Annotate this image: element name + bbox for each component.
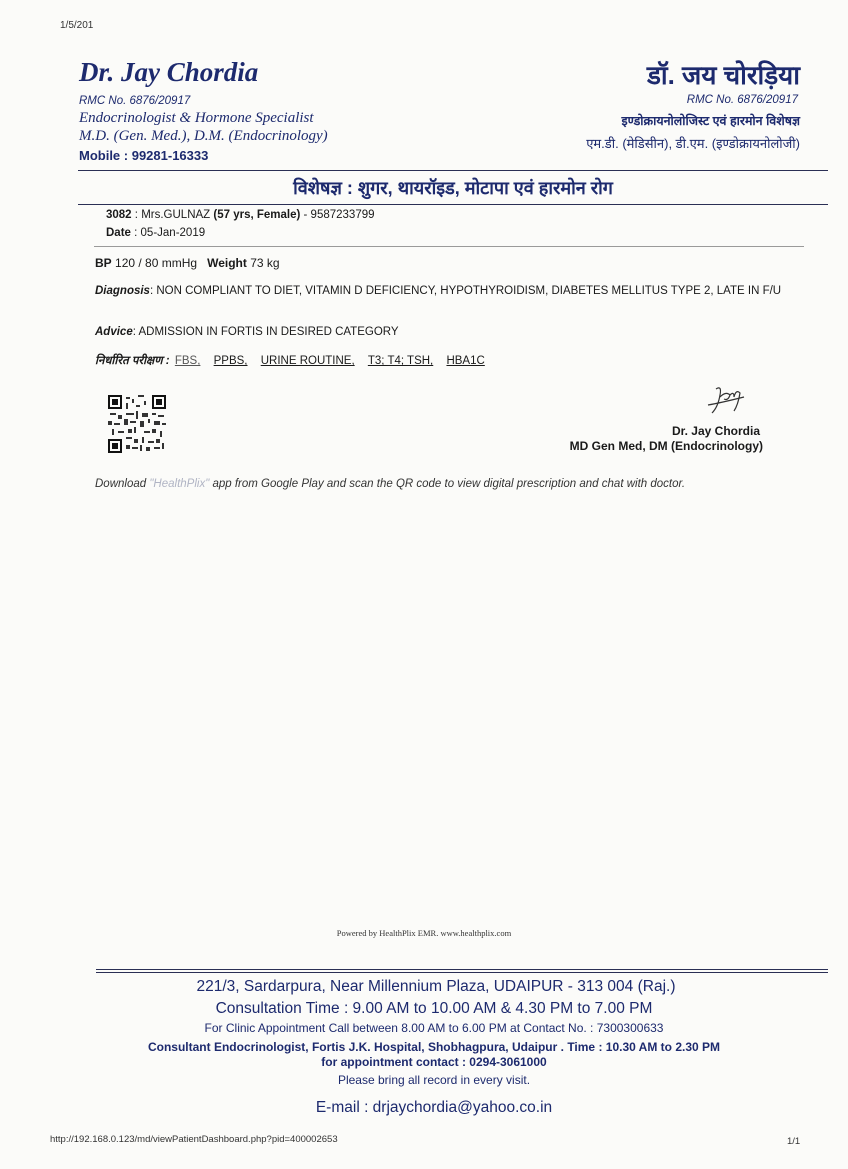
doctor-name-hindi: डॉ. जय चोरड़िया (646, 60, 800, 90)
powered-by-note: Powered by HealthPlix EMR. www.healthplix.com (336, 928, 512, 938)
signature-credentials: MD Gen Med, DM (Endocrinology) (569, 439, 763, 453)
diagnosis-block (95, 284, 800, 298)
patient-block-rule (94, 246, 804, 247)
healthplix-app-note (95, 478, 685, 490)
rmc-number-hindi-side: RMC No. 6876/20917 (686, 94, 798, 106)
tests-line (95, 353, 485, 368)
records-reminder: Please bring all record in every visit. (337, 1073, 531, 1087)
app-note-app-name: "HealthPlix" (149, 478, 210, 490)
doctor-mobile: Mobile : 99281-16333 (79, 148, 209, 163)
consultation-time: Consultation Time : 9.00 AM to 10.00 AM & 4.30 PM to 7.00 PM (215, 1000, 653, 1017)
visit-date-label: Date (106, 227, 131, 239)
doctor-specialty-hindi: इण्डोक्रायनोलोजिस्ट एवं हारमोन विशेषज्ञ (621, 114, 800, 128)
app-note-prefix: Download (95, 478, 150, 490)
patient-line (106, 209, 375, 221)
test-hba1c: HBA1C (446, 355, 485, 367)
visit-date: 05-Jan-2019 (140, 227, 206, 239)
prescription-qr-code[interactable] (108, 395, 166, 453)
hospital-appointment-contact: for appointment contact : 0294-3061000 (321, 1055, 547, 1069)
patient-age-gender: (57 yrs, Female) (210, 209, 301, 221)
tests-label: निर्धारित परीक्षण : (95, 355, 170, 367)
rmc-number-english: RMC No. 6876/20917 (79, 95, 191, 107)
print-date: 1/5/201 (60, 20, 94, 31)
doctor-degrees-english: M.D. (Gen. Med.), D.M. (Endocrinology) (79, 128, 328, 144)
diagnosis-text: : NON COMPLIANT TO DIET, VITAMIN D DEFICIENCY, HYPOTHYROIDISM, DIABETES MELLITUS TYPE 2, LATE IN F/U (149, 285, 782, 297)
print-url: http://192.168.0.123/md/viewPatientDashboard.php?pid=400002653 (50, 1134, 338, 1145)
test-fbs: FBS, (174, 355, 201, 367)
consultant-hospital-line: Consultant Endocrinologist, Fortis J.K. Hospital, Shobhagpura, Udaipur . Time : 10.30 AM to 2.30 PM (147, 1040, 721, 1054)
diagnosis-label: Diagnosis (95, 285, 150, 297)
header-rule-bottom (78, 204, 828, 205)
advice-text: : ADMISSION IN FORTIS IN DESIRED CATEGORY (132, 326, 399, 338)
vitals-line (95, 256, 280, 270)
doctor-signature-scribble (700, 383, 752, 419)
signature-doctor-name: Dr. Jay Chordia (671, 424, 760, 438)
appointment-contact: For Clinic Appointment Call between 8.00 AM to 6.00 PM at Contact No. : 7300300633 (204, 1021, 664, 1035)
specialization-banner: विशेषज्ञ : शुगर, थायरॉइड, मोटापा एवं हारमोन रोग (293, 178, 613, 198)
test-urine-routine: URINE ROUTINE, (260, 355, 355, 367)
clinic-address: 221/3, Sardarpura, Near Millennium Plaza, UDAIPUR - 313 004 (Raj.) (196, 978, 676, 995)
doctor-specialty-english: Endocrinologist & Hormone Specialist (79, 110, 314, 126)
footer-rule-top (96, 969, 828, 970)
header-rule-top (78, 170, 828, 171)
test-thyroid-panel: T3; T4; TSH, (367, 355, 434, 367)
visit-date-line (106, 227, 205, 239)
patient-name: Mrs.GULNAZ (141, 209, 211, 221)
advice-label: Advice (95, 326, 133, 338)
doctor-name-english: Dr. Jay Chordia (79, 57, 259, 87)
visit-date-separator: : (130, 227, 141, 239)
patient-phone: - 9587233799 (300, 209, 375, 221)
patient-id-separator: : (131, 209, 142, 221)
footer-rule-bottom (96, 972, 828, 973)
weight-label: Weight (207, 256, 247, 270)
clinic-email[interactable]: E-mail : drjaychordia@yahoo.co.in (315, 1099, 553, 1116)
doctor-degrees-hindi: एम.डी. (मेडिसीन), डी.एम. (इण्डोक्रायनोलोजी) (586, 136, 800, 151)
page-number: 1/1 (787, 1136, 801, 1147)
bp-value: 120 / 80 mmHg (115, 256, 198, 270)
weight-value: 73 kg (250, 256, 280, 270)
advice-block (95, 326, 399, 338)
test-ppbs: PPBS, (213, 355, 248, 367)
patient-id: 3082 (106, 209, 132, 221)
app-note-suffix: app from Google Play and scan the QR code to view digital prescription and chat with doctor. (209, 478, 686, 490)
bp-label: BP (95, 256, 112, 270)
